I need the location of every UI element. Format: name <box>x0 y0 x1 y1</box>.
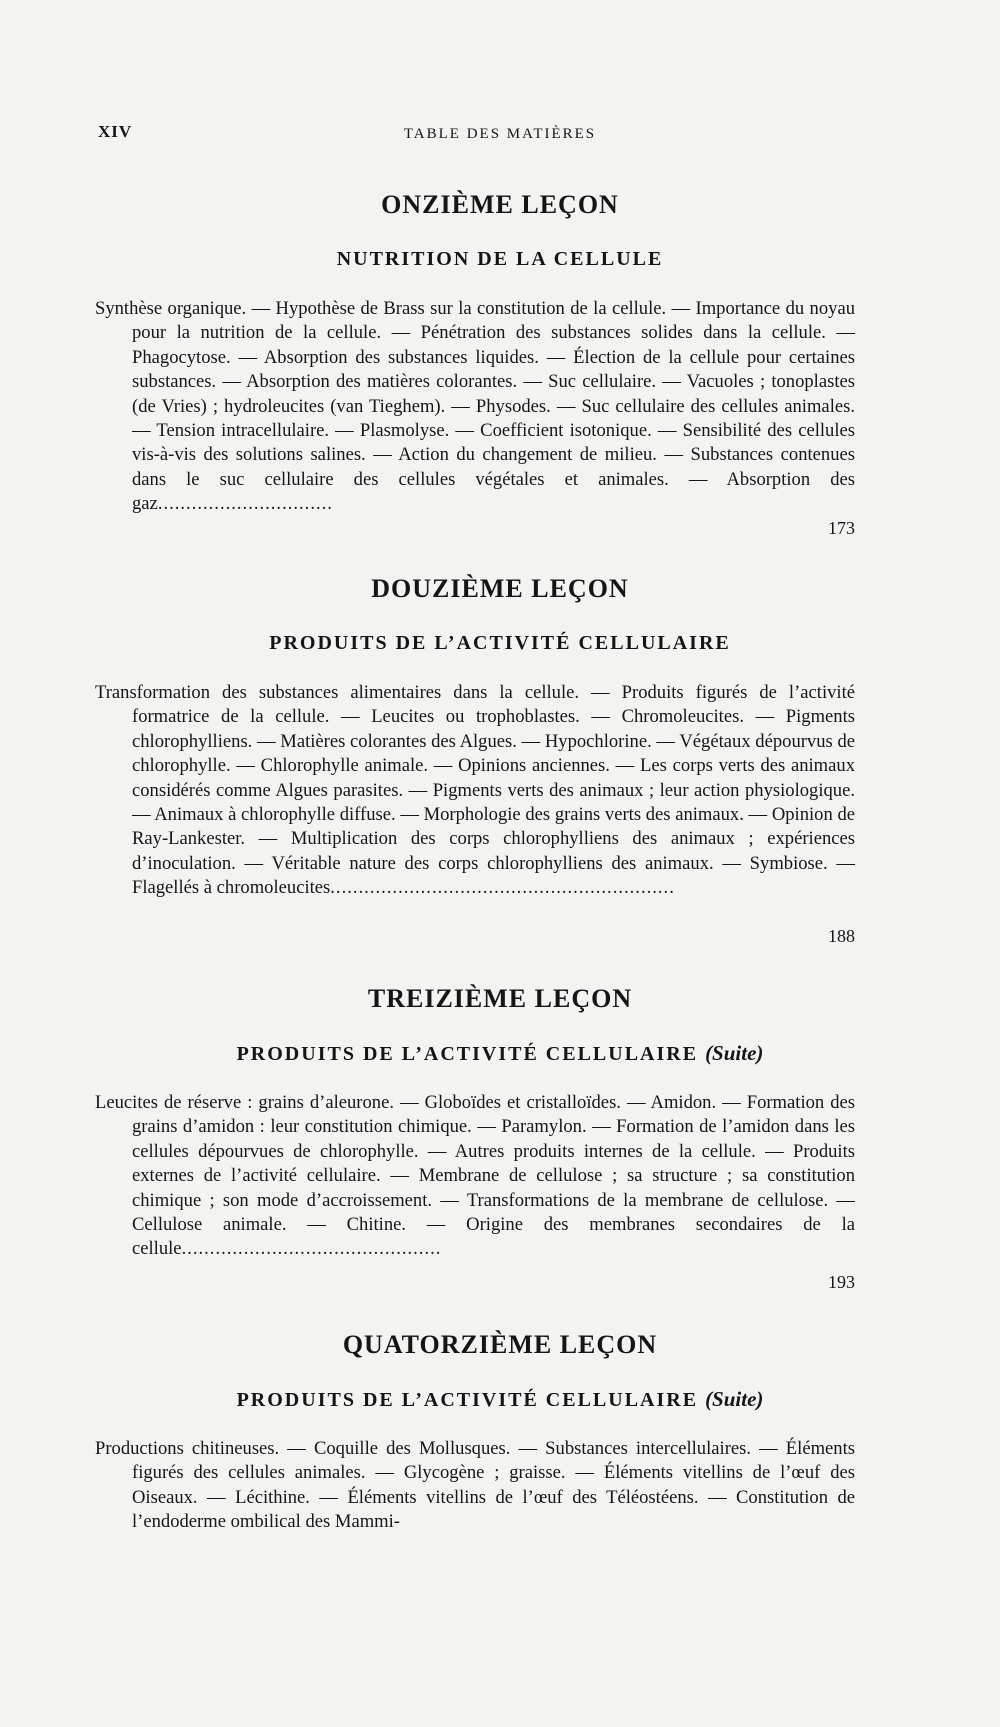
page-number: 193 <box>828 1272 855 1292</box>
subtitle-suffix: (Suite) <box>705 1387 764 1411</box>
lesson-title: QUATORZIÈME LEÇON <box>342 1330 658 1359</box>
lesson-title: DOUZIÈME LEÇON <box>371 574 629 603</box>
leader-dots: ............................................................. <box>330 877 675 899</box>
subtitle-suffix: (Suite) <box>705 1041 764 1065</box>
lesson-section <box>0 1328 1000 1535</box>
lesson-section <box>0 572 1000 946</box>
lesson-subtitle <box>0 246 1000 272</box>
lesson-subtitle <box>0 1386 1000 1412</box>
summary-text: Transformation des substances alimentaires dans la cellule. — Produits figurés de l’activité formatrice de la cellule. — Leucites ou trophoblastes. — Chromoleucites. — Pigments chlorophylliens. — Matières colorantes des Algues. — Hypochlorine. — Végétaux dépourvus de chlorophylle. — Chlorophylle animale. — Opinions anciennes. — Les corps verts des animaux considérés comme Algues parasites. — Pigments verts des animaux ; leur action physiologique. — Animaux à chlorophylle diffuse. — Morphologie des grains verts des animaux. — Opinion de Ray-Lankester. — Multiplication des corps chlorophylliens des animaux ; expériences d’inoculation. — Véritable nature des corps chlorophylliens des animaux. — Symbiose. — Flagellés à chromoleucites <box>95 682 855 899</box>
lesson-section <box>0 188 1000 538</box>
leader-dots: ............................... <box>157 493 333 515</box>
summary-text: Leucites de réserve : grains d’aleurone. — Globoïdes et cristalloïdes. — Amidon. — Formation des grains d’amidon : leur constitution chimique. — Paramylon. — Formation de l’amidon dans les cellules dépourvues de chlorophylle. — Autres produits internes de la cellule. — Produits externes de l’activité cellulaire. — Membrane de cellulose ; sa structure ; sa constitution chimique ; son mode d’accroissement. — Transformations de la membrane de cellulose. — Cellulose animale. — Chitine. — Origine des membranes secondaires de la cellule <box>95 1092 855 1260</box>
subtitle-text: PRODUITS DE L’ACTIVITÉ CELLULAIRE <box>236 1389 699 1411</box>
leader-dots: .............................................. <box>181 1238 442 1260</box>
summary-text: Productions chitineuses. — Coquille des Mollusques. — Substances intercellulaires. — Éléments figurés des cellules animales. — Glycogène ; graisse. — Éléments vitellins de l’œuf des Oiseaux. — Lécithine. — Éléments vitellins de l’œuf des Téléostéens. — Constitution de l’endoderme ombilical des Mammi- <box>95 1438 855 1533</box>
lesson-summary <box>95 1437 855 1535</box>
lesson-subtitle <box>0 1040 1000 1066</box>
running-head <box>0 122 1000 152</box>
page-number: 173 <box>828 518 855 538</box>
subtitle-text: PRODUITS DE L’ACTIVITÉ CELLULAIRE <box>269 632 731 654</box>
lesson-subtitle <box>0 630 1000 656</box>
page-number: 188 <box>828 926 855 946</box>
page-folio: XIV <box>98 122 133 141</box>
subtitle-text: PRODUITS DE L’ACTIVITÉ CELLULAIRE <box>236 1043 699 1065</box>
lesson-title: ONZIÈME LEÇON <box>381 190 619 219</box>
lesson-summary <box>95 1091 855 1262</box>
lesson-title: TREIZIÈME LEÇON <box>367 984 633 1013</box>
lesson-summary <box>95 681 855 901</box>
lesson-summary <box>95 297 855 517</box>
lesson-section <box>0 982 1000 1292</box>
summary-text: Synthèse organique. — Hypothèse de Brass sur la constitution de la cellule. — Importance du noyau pour la nutrition de la cellule. — Pénétration des substances solides dans la cellule. — Phagocytose. — Absorption des substances liquides. — Élection de la cellule pour certaines substances. — Absorption des matières colorantes. — Suc cellulaire. — Vacuoles ; tonoplastes (de Vries) ; hydroleucites (van Tieghem). — Physodes. — Suc cellulaire des cellules animales. — Tension intracellulaire. — Plasmolyse. — Coefficient isotonique. — Sensibilité des cellules vis-à-vis des solutions salines. — Action du changement de milieu. — Substances contenues dans le suc cellulaire des cellules végétales et animales. — Absorption des gaz <box>95 298 855 515</box>
subtitle-text: NUTRITION DE LA CELLULE <box>336 248 664 270</box>
running-title: TABLE DES MATIÈRES <box>403 126 597 142</box>
